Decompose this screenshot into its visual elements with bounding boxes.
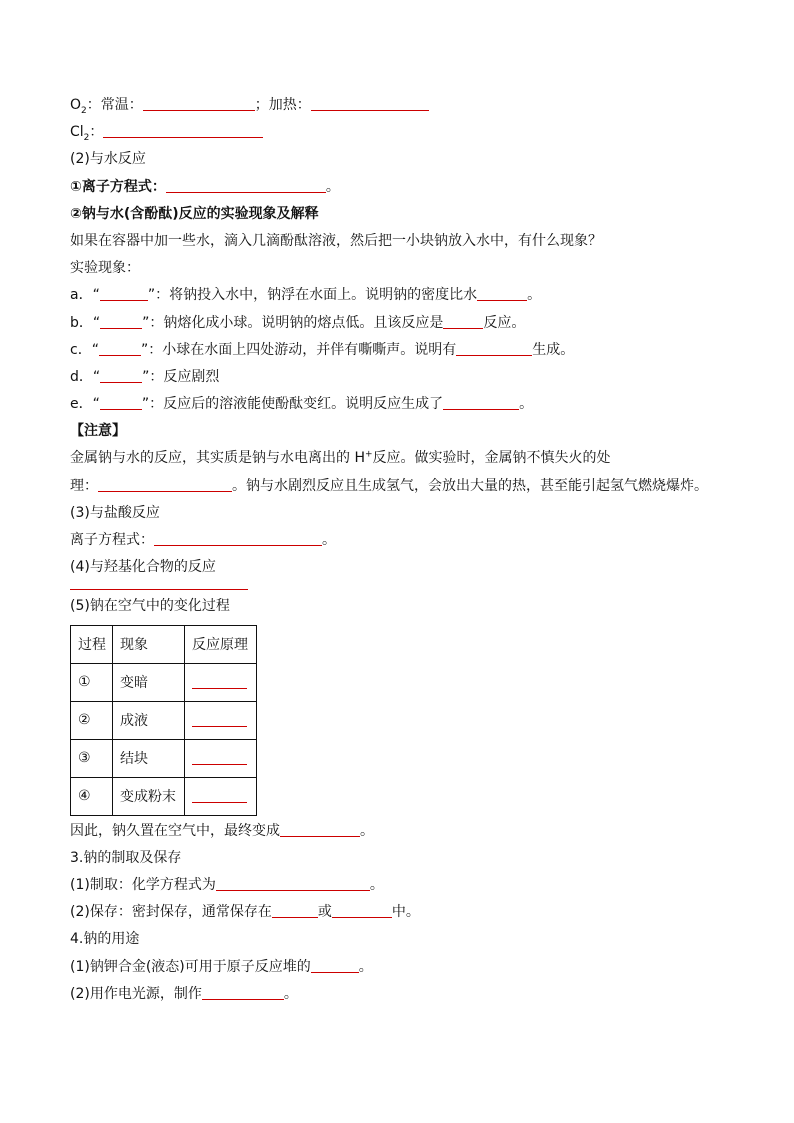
uses-line-1 xyxy=(70,954,730,981)
air-conclusion xyxy=(70,818,730,845)
o2-formula: O xyxy=(70,97,82,113)
item-text: ”：反应剧烈 xyxy=(142,368,220,385)
cl2-line xyxy=(70,119,730,146)
hcl-ionic-blank[interactable] xyxy=(154,529,322,546)
note-text: 理： xyxy=(70,477,98,494)
phenomenon-e xyxy=(70,391,730,418)
item-open: a．“ xyxy=(70,287,100,304)
item-c-product-blank[interactable] xyxy=(456,339,532,356)
cl2-blank[interactable] xyxy=(103,121,263,138)
phenomenon-d xyxy=(70,364,730,391)
prep-line-2 xyxy=(70,899,730,926)
conclusion-end: 。 xyxy=(360,822,374,839)
note-superscript: + xyxy=(364,449,373,460)
water-ionic-label: ①离子方程式： xyxy=(70,178,166,195)
header-phenomenon: 现象 xyxy=(113,625,185,663)
item-end: 。 xyxy=(519,396,534,413)
o2-heat-blank[interactable] xyxy=(311,94,429,111)
cl2-formula: Cl xyxy=(70,124,84,141)
note-text-2: 反应。做实验时，金属钠不慎失火的处 xyxy=(372,450,611,467)
table-row xyxy=(71,777,257,815)
row-phenomenon: 变暗 xyxy=(113,663,185,701)
table-row xyxy=(71,739,257,777)
o2-subscript: 2 xyxy=(81,105,87,116)
item-end: 。 xyxy=(527,287,542,304)
prep-heading: 3.钠的制取及保存 xyxy=(70,849,182,866)
hydroxyl-answer-line[interactable] xyxy=(70,581,730,593)
item-open: e．“ xyxy=(70,396,100,413)
item-b-blank[interactable] xyxy=(100,312,142,329)
item-e-product-blank[interactable] xyxy=(443,393,519,410)
storage-or: 或 xyxy=(317,904,332,921)
water-heading: (2)与水反应 xyxy=(70,151,146,168)
note-text-2: 。钠与水剧烈反应且生成氢气，会放出大量的热，甚至能引起氢气燃烧爆炸。 xyxy=(232,477,708,494)
hcl-heading: (3)与盐酸反应 xyxy=(70,504,160,521)
item-text-2: 反应。 xyxy=(483,314,526,331)
air-change-table xyxy=(70,625,257,816)
o2-room-temp-blank[interactable] xyxy=(143,94,255,111)
storage-blank-2[interactable] xyxy=(332,901,392,918)
item-text-2: 生成。 xyxy=(532,341,575,358)
phenomena-label: 实验现象： xyxy=(70,260,140,277)
principle-blank[interactable] xyxy=(192,674,247,689)
experiment-question: 如果在容器中加一些水，滴入几滴酚酞溶液，然后把一小块钠放入水中，有什么现象？ xyxy=(70,232,602,249)
item-open: d．“ xyxy=(70,368,101,385)
reactor-use-blank[interactable] xyxy=(311,956,359,973)
principle-blank[interactable] xyxy=(192,712,247,727)
worksheet xyxy=(70,92,730,1008)
o2-room-temp-label: ：常温： xyxy=(86,97,143,113)
note-line-1 xyxy=(70,445,730,472)
phenomenon-c xyxy=(70,337,730,364)
air-heading: (5)钠在空气中的变化过程 xyxy=(70,598,230,615)
uses-end: 。 xyxy=(358,958,373,975)
storage-blank-1[interactable] xyxy=(272,901,318,918)
uses-end-2: 。 xyxy=(283,985,298,1002)
prep-text: (1)制取：化学方程式为 xyxy=(70,876,216,893)
row-principle-cell xyxy=(185,663,257,701)
principle-blank[interactable] xyxy=(192,750,247,765)
light-source-blank[interactable] xyxy=(202,983,284,1000)
row-step: ② xyxy=(71,701,113,739)
note-line-2 xyxy=(70,473,730,500)
water-ionic-line xyxy=(70,174,730,201)
item-e-blank[interactable] xyxy=(100,393,142,410)
row-step: ① xyxy=(71,663,113,701)
row-principle-cell xyxy=(185,777,257,815)
item-open: b．“ xyxy=(70,314,101,331)
uses-text-2: (2)用作电光源，制作 xyxy=(70,985,202,1002)
item-a-density-blank[interactable] xyxy=(477,284,527,301)
cl2-subscript: 2 xyxy=(83,132,90,143)
principle-blank[interactable] xyxy=(192,788,247,803)
storage-end: 中。 xyxy=(391,904,420,921)
table-header-row xyxy=(71,625,257,663)
item-b-reaction-blank[interactable] xyxy=(443,312,483,329)
hcl-ionic-label: 离子方程式： xyxy=(70,532,154,548)
water-ionic-blank[interactable] xyxy=(166,176,326,193)
row-principle-cell xyxy=(185,739,257,777)
storage-text: (2)保存：密封保存，通常保存在 xyxy=(70,904,272,921)
item-text: ”：钠熔化成小球。说明钠的熔点低。且该反应是 xyxy=(142,314,444,331)
item-open: c．“ xyxy=(70,341,99,358)
fire-handling-blank[interactable] xyxy=(98,475,232,492)
item-a-blank[interactable] xyxy=(100,284,148,301)
uses-line-2 xyxy=(70,981,730,1008)
conclusion-text: 因此，钠久置在空气中，最终变成 xyxy=(70,822,280,839)
header-principle: 反应原理 xyxy=(185,625,257,663)
note-title: 【注意】 xyxy=(70,423,126,440)
uses-heading: 4.钠的用途 xyxy=(70,931,140,948)
experiment-heading: ②钠与水(含酚酞)反应的实验现象及解释 xyxy=(70,205,319,222)
row-phenomenon: 变成粉末 xyxy=(113,777,185,815)
phenomenon-a xyxy=(70,282,730,309)
row-step: ③ xyxy=(71,739,113,777)
item-c-blank[interactable] xyxy=(99,339,141,356)
hcl-ionic-end: 。 xyxy=(322,532,336,548)
hcl-ionic-line xyxy=(70,527,730,554)
final-product-blank[interactable] xyxy=(280,820,360,837)
table-row xyxy=(71,701,257,739)
note-text: 金属钠与水的反应，其实质是钠与水电离出的 H xyxy=(70,450,365,467)
row-principle-cell xyxy=(185,701,257,739)
prep-end: 。 xyxy=(369,876,384,893)
item-text: ”：将钠投入水中，钠浮在水面上。说明钠的密度比水 xyxy=(147,287,478,304)
cl2-label: ： xyxy=(89,124,104,141)
o2-heat-label: ；加热： xyxy=(254,97,311,113)
item-text: ”：反应后的溶液能使酚酞变红。说明反应生成了 xyxy=(141,396,444,413)
row-phenomenon: 成液 xyxy=(113,701,185,739)
row-step: ④ xyxy=(71,777,113,815)
row-phenomenon: 结块 xyxy=(113,739,185,777)
prep-line-1 xyxy=(70,872,730,899)
item-d-blank[interactable] xyxy=(100,366,142,383)
header-process: 过程 xyxy=(71,625,113,663)
prep-equation-blank[interactable] xyxy=(216,874,370,891)
water-ionic-end: 。 xyxy=(325,178,340,195)
table-row xyxy=(71,663,257,701)
o2-line xyxy=(70,92,730,119)
hydroxyl-heading: (4)与羟基化合物的反应 xyxy=(70,559,216,576)
item-text: ”：小球在水面上四处游动，并伴有嘶嘶声。说明有 xyxy=(140,341,457,358)
phenomenon-b xyxy=(70,310,730,337)
uses-text: (1)钠钾合金(液态)可用于原子反应堆的 xyxy=(70,958,311,975)
